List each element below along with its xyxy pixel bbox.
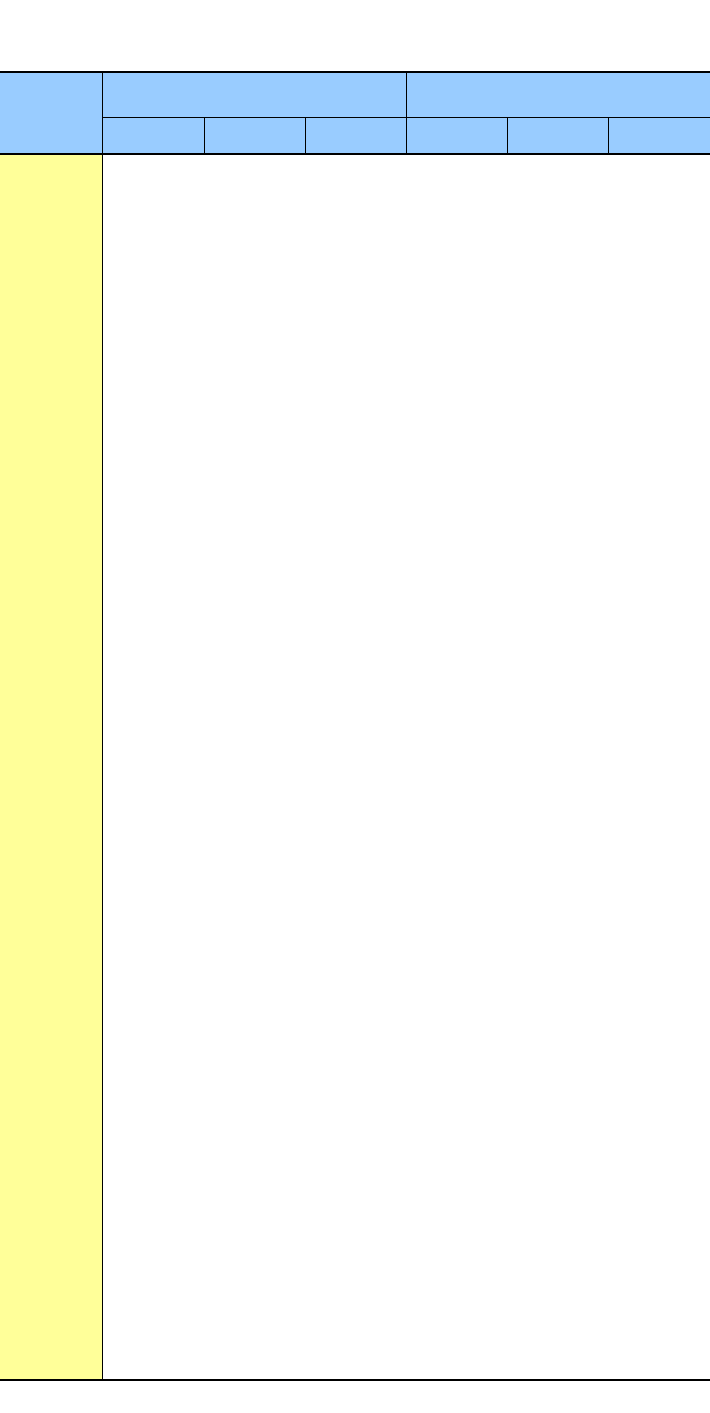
col-header-exports-1 bbox=[205, 118, 305, 153]
region-column bbox=[0, 155, 102, 1379]
region-header bbox=[0, 73, 102, 153]
col-header-imports-1 bbox=[306, 118, 406, 153]
group-header-destination bbox=[407, 73, 710, 117]
table-header bbox=[0, 73, 710, 153]
header-divider bbox=[204, 117, 205, 153]
data-table bbox=[0, 71, 710, 1381]
col-header-total-1 bbox=[103, 118, 204, 153]
header-divider bbox=[507, 117, 508, 153]
table-body bbox=[0, 155, 710, 1379]
col-header-total-2 bbox=[407, 118, 507, 153]
region-divider bbox=[102, 155, 103, 1379]
header-divider bbox=[406, 73, 407, 153]
col-header-imports-2 bbox=[609, 118, 710, 153]
table-bottom-rule bbox=[0, 1379, 710, 1381]
col-header-exports-2 bbox=[508, 118, 608, 153]
header-divider bbox=[305, 117, 306, 153]
group-header-location bbox=[103, 73, 406, 117]
header-divider bbox=[102, 117, 710, 118]
header-divider bbox=[608, 117, 609, 153]
header-divider bbox=[102, 73, 103, 153]
